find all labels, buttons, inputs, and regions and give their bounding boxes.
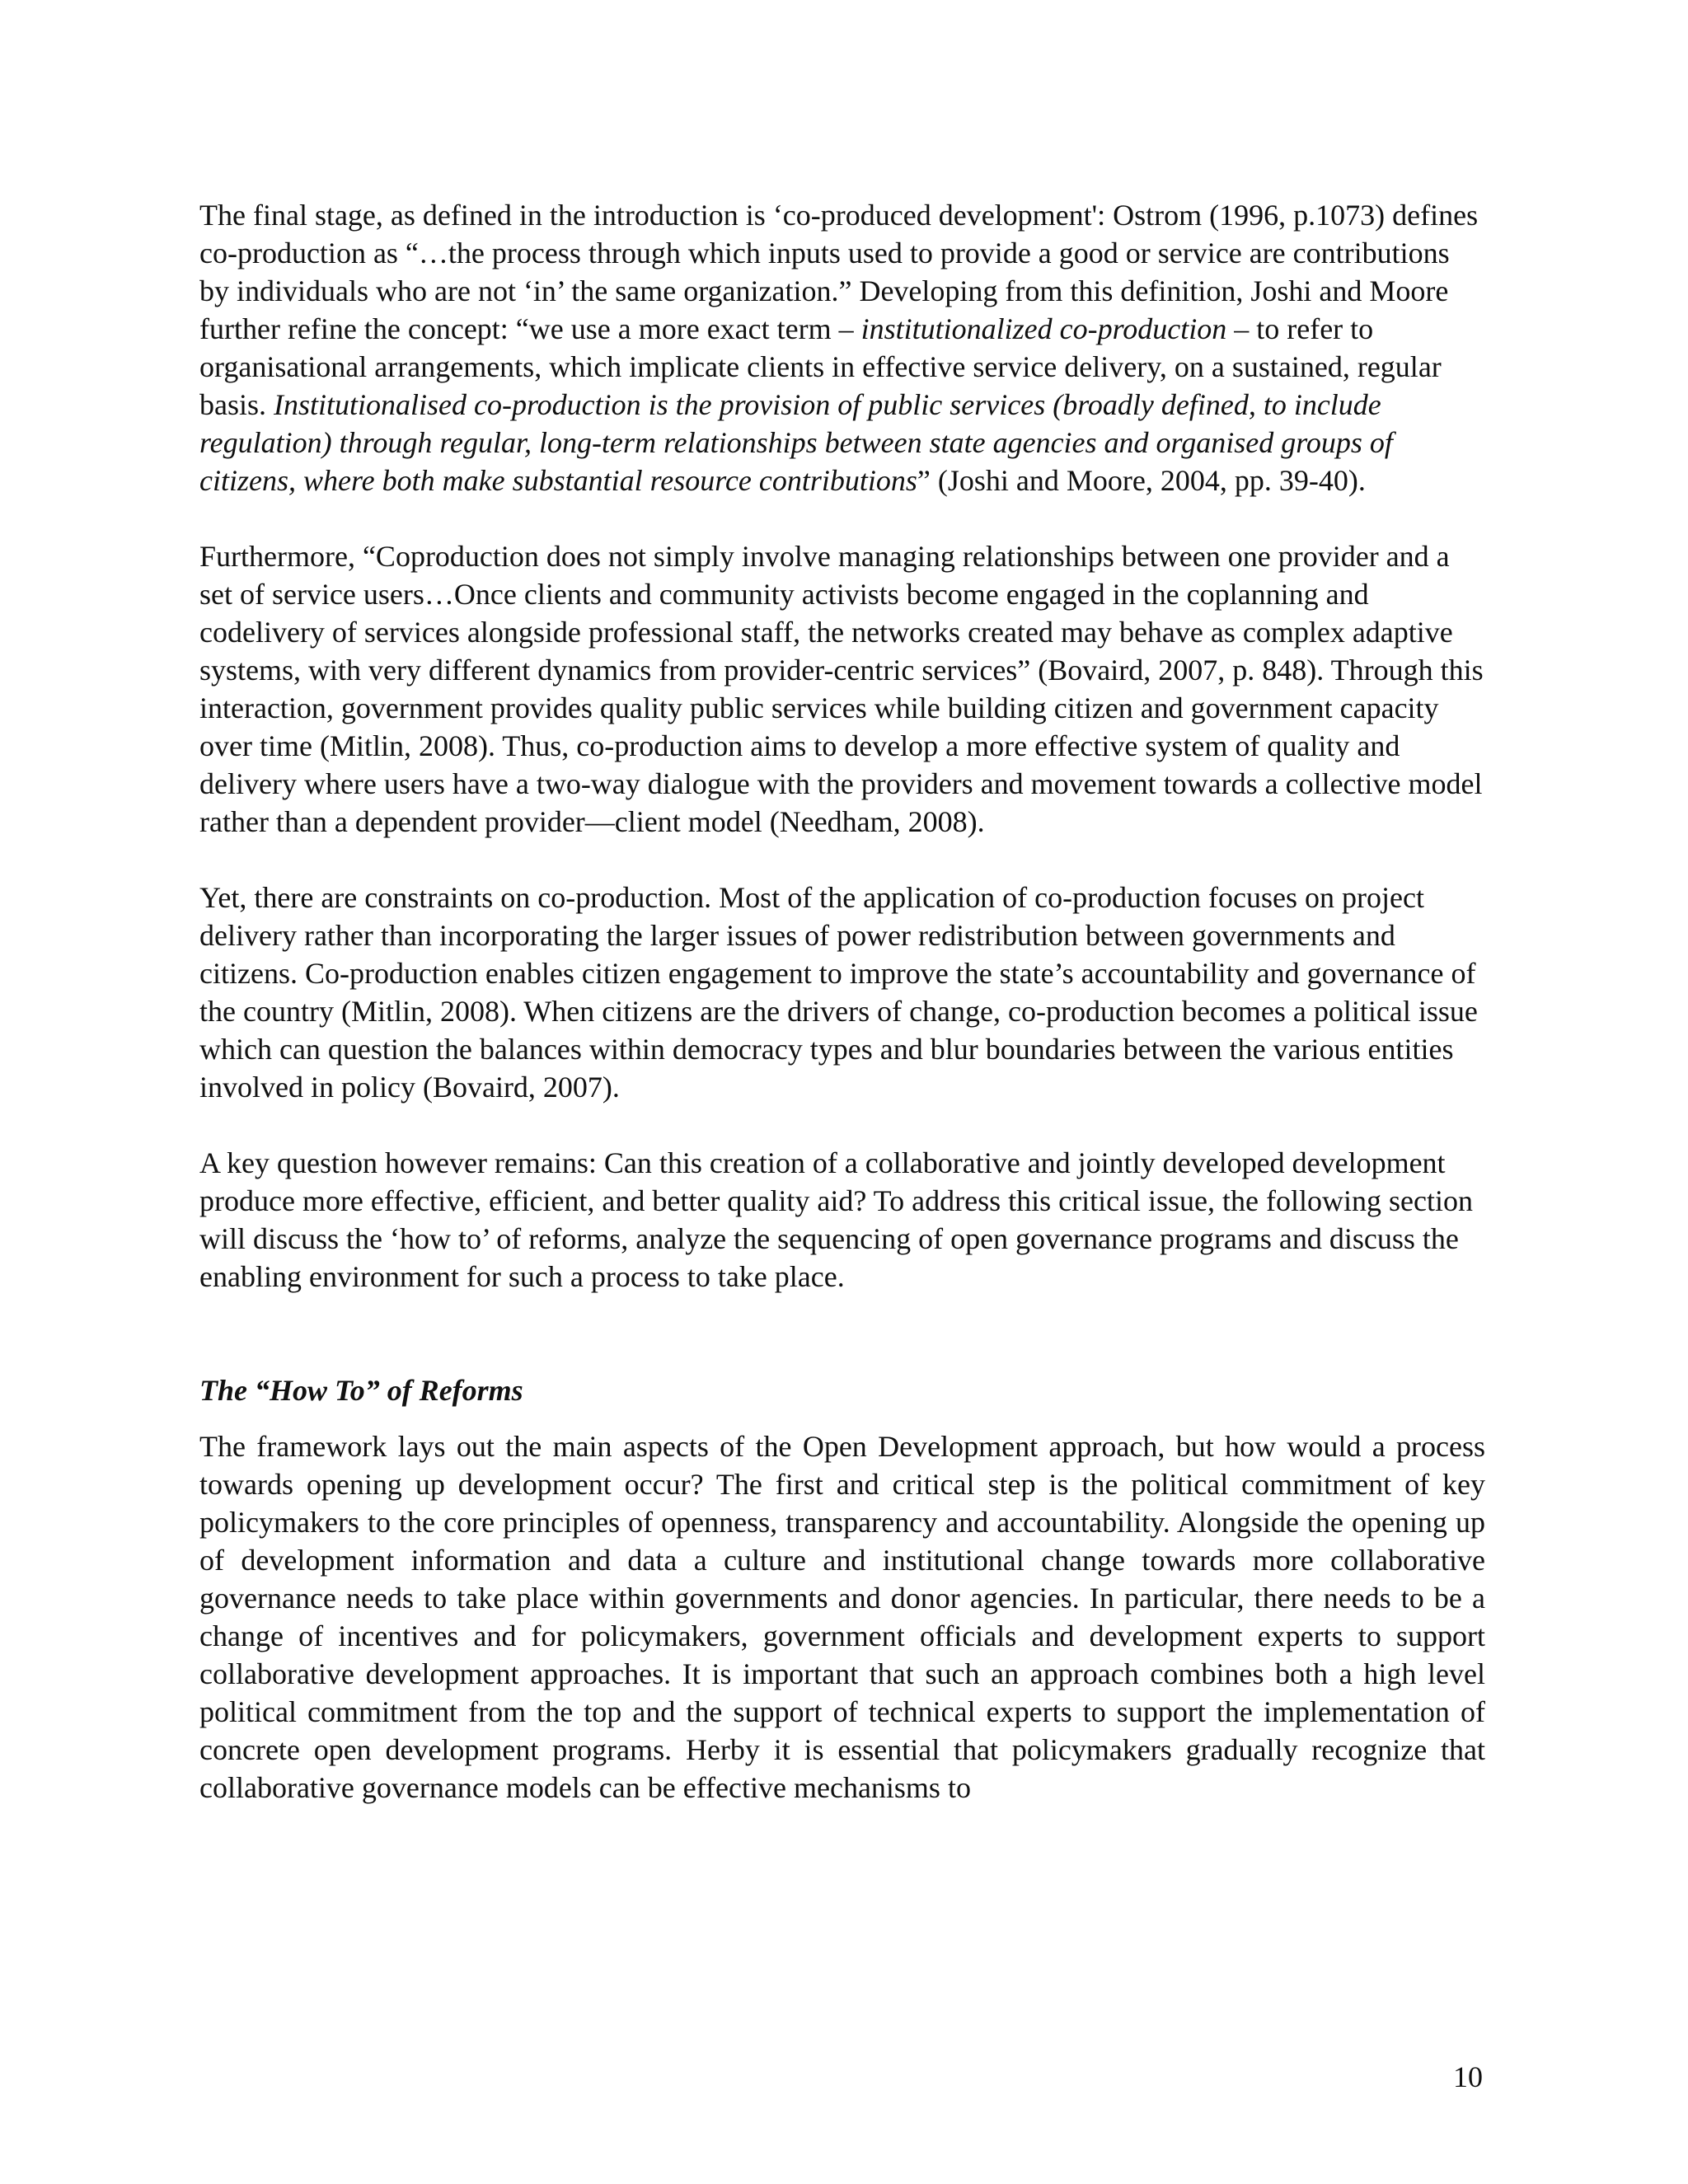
- paragraph-key-question: A key question however remains: Can this creation of a collaborative and jointly developed development produce more effective, efficient, and better quality aid? To address this critical issue, the following section will discuss the ‘how to’ of reforms, analyze the sequencing of open governance programs and discuss the enabling environment for such a process to take place.: [199, 1146, 1473, 1293]
- section-heading: The “How To” of Reforms: [199, 1374, 523, 1407]
- page-number: 10: [1453, 2060, 1483, 2093]
- paragraph-citation: ” (Joshi and Moore, 2004, pp. 39-40).: [917, 464, 1366, 497]
- italic-quotation: Institutionalised co-production is the provision of public services (broadly defined, to include regulation) through regular, long-term relationships between state agencies and organised groups of citizens, where both make substantial resource contributions: [199, 388, 1393, 497]
- italic-term: institutionalized co-production: [860, 312, 1227, 345]
- paragraph-coproduction-relationships: Furthermore, “Coproduction does not simply involve managing relationships between one provider and a set of service users…Once clients and community activists become engaged in the coplanning and codelivery of services alongside professional staff, the networks created may behave as complex adaptive systems, with very different dynamics from provider-centric services” (Bovaird, 2007, p. 848). Through this interaction, government provides quality public services while building citizen and government capacity over time (Mitlin, 2008). Thus, co-production aims to develop a more effective system of quality and delivery where users have a two-way dialogue with the providers and movement towards a collective model rather than a dependent provider—client model (Needham, 2008).: [199, 540, 1484, 838]
- document-body: [199, 196, 1485, 1807]
- paragraph-text: The final stage, as defined in the introduction is ‘co-produced development': Ostrom (1996, p.1073) defines co-production as “…the process through which inputs used to provide a good or service are contributions by individuals who are not ‘in’ the same organization.” Developing from this definition, Joshi and Moore further refine the concept: “we use a more exact term –: [199, 199, 1479, 345]
- paragraph-constraints: Yet, there are constraints on co-production. Most of the application of co-production focuses on project delivery rather than incorporating the larger issues of power redistribution between governments and citizens. Co-production enables citizen engagement to improve the state’s accountability and governance of the country (Mitlin, 2008). When citizens are the drivers of change, co-production becomes a political issue which can question the balances within democracy types and blur boundaries between the various entities involved in policy (Bovaird, 2007).: [199, 881, 1478, 1104]
- paragraph-how-to-reforms: The framework lays out the main aspects of the Open Development approach, but how would a process towards opening up development occur? The first and critical step is the political commitment of key policymakers to the core principles of openness, transparency and accountability. Alongside the opening up of development information and data a culture and institutional change towards more collaborative governance needs to take place within governments and donor agencies. In particular, there needs to be a change of incentives and for policymakers, government officials and development experts to support collaborative development approaches. It is important that such an approach combines both a high level political commitment from the top and the support of technical experts to support the implementation of concrete open development programs. Herby it is essential that policymakers gradually recognize that collaborative governance models can be effective mechanisms to: [199, 1430, 1485, 1804]
- paragraph-co-produced-development: [199, 196, 1485, 499]
- paragraph-text: – to refer to organisational arrangements, which implicate clients in effective service delivery, on a sustained, regular basis.: [199, 312, 1442, 421]
